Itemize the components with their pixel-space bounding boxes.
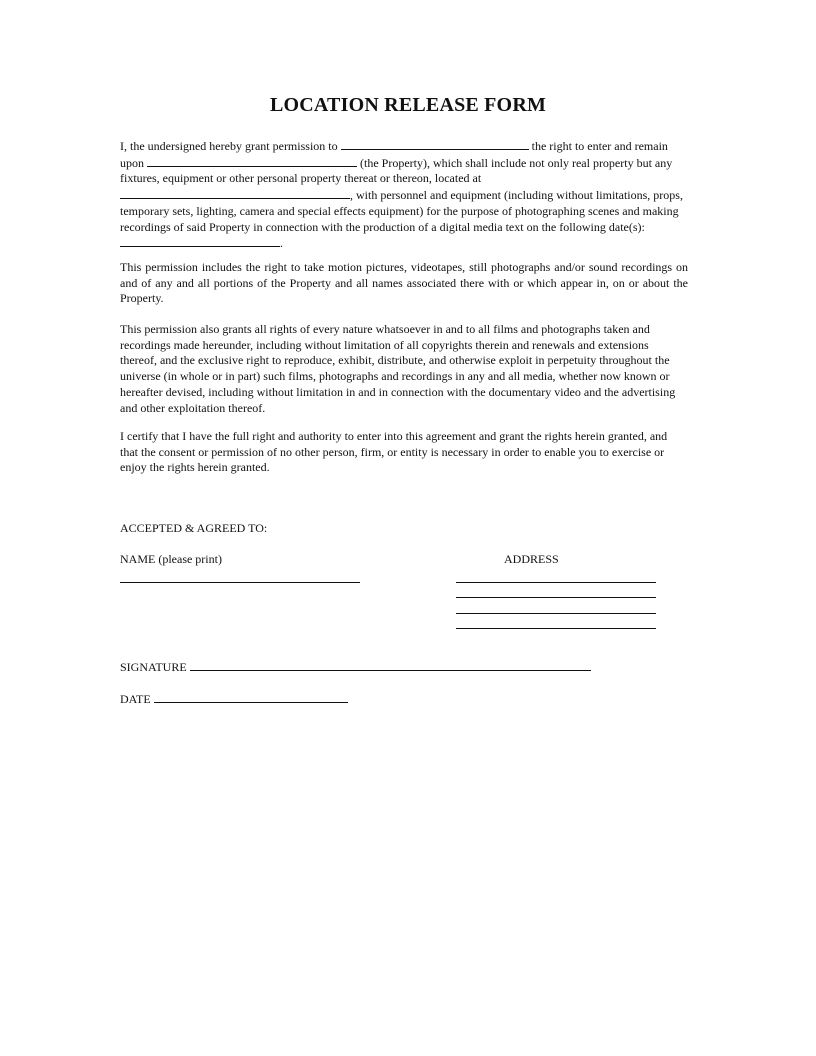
signature-label: SIGNATURE	[120, 660, 187, 674]
certification-paragraph: I certify that I have the full right and authority to enter into this agreement and grant the rights herein granted, and that the consent or permission of no other person, firm, or entity is necessary in order to enable you to exercise or enjoy the rights herein granted.	[120, 429, 668, 475]
address-field-line-3[interactable]	[456, 613, 656, 614]
enter-text: the right to enter and remain upon	[120, 139, 668, 170]
address-field-line-4[interactable]	[456, 628, 656, 629]
signature-row	[120, 659, 591, 675]
address-field-line-2[interactable]	[456, 597, 656, 598]
address-field-line-1[interactable]	[456, 582, 656, 583]
date-label: DATE	[120, 692, 151, 706]
equipment-text: , with personnel and equipment (including without limitations, props, temporary sets, lighting, camera and special effects equipment) for the purpose of photographing scenes and making recordings of said Property in connection with the production of a digital media text on the following date(s):	[120, 188, 683, 234]
rights-paragraph: This permission includes the right to take motion pictures, videotapes, still photographs and/or sound recordings on and of any and all portions of the Property and all names associated there with or which appear in, on or about the Property.	[120, 260, 688, 306]
dates-blank-field[interactable]	[120, 235, 280, 247]
copyright-paragraph: This permission also grants all rights of every nature whatsoever in and to all films and photographs taken and recordings made hereunder, including without limitation of all copyrights therein and renewals and extensions thereof, and the exclusive right to reproduce, exhibit, distribute, and otherwise exploit in perpetuity throughout the universe (in whole or in part) such films, photographs and recordings in any and all media, whether now known or hereafter devised, including without limitation in and in connection with the documentary video and the advertising and other exploitation thereof.	[120, 322, 676, 415]
signature-field-line[interactable]	[190, 659, 591, 671]
address-label: ADDRESS	[504, 552, 559, 566]
name-label: NAME (please print)	[120, 552, 222, 566]
date-row	[120, 691, 348, 707]
property-text: (the Property), which shall include not only real property but any fixtures, equipment or other personal property thereat or thereon, located at	[120, 155, 673, 186]
grant-text: I, the undersigned hereby grant permission to	[120, 139, 338, 153]
permission-paragraph	[120, 138, 688, 252]
location-blank-field[interactable]	[120, 187, 350, 199]
property-blank-field[interactable]	[147, 155, 357, 167]
grantee-blank-field[interactable]	[341, 138, 529, 150]
accepted-label: ACCEPTED & AGREED TO:	[120, 521, 268, 535]
date-field-line[interactable]	[154, 691, 348, 703]
document-title: LOCATION RELEASE FORM	[269, 94, 547, 116]
name-field-line[interactable]	[120, 582, 360, 583]
period-text: .	[280, 236, 283, 251]
